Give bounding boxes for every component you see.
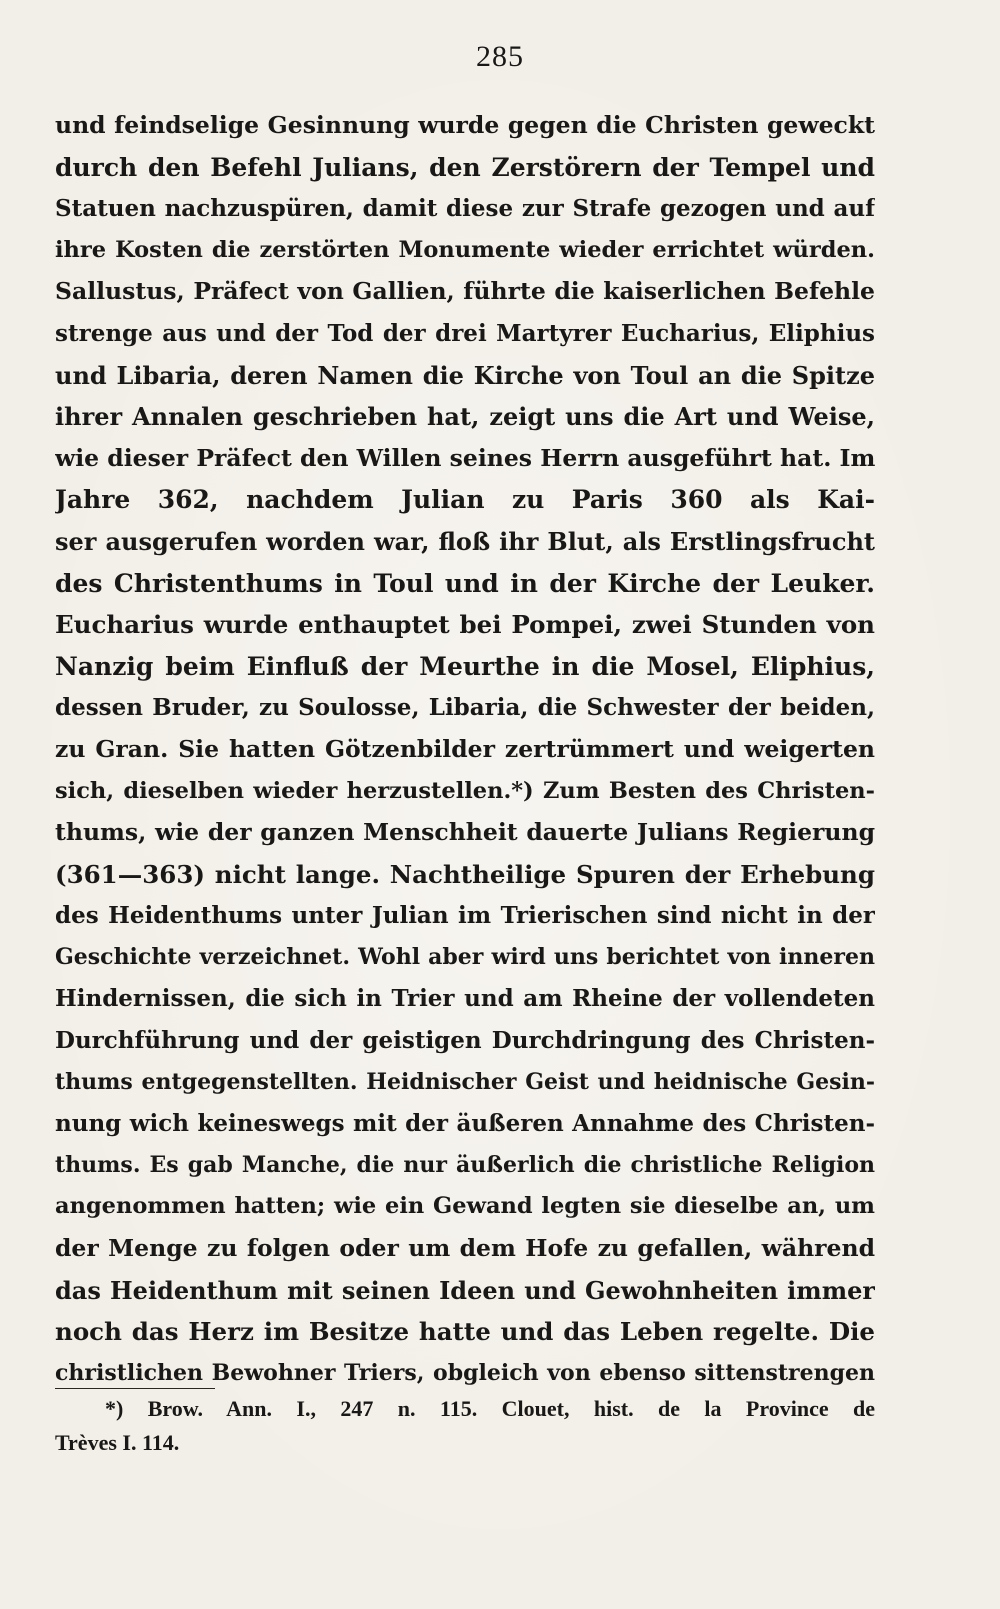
text-line: des Heidenthums unter Julian im Trierischen sind nicht in der [55, 902, 875, 930]
text-line: (361—363) nicht lange. Nachtheilige Spuren der Erhebung [55, 859, 875, 889]
text-line: das Heidenthum mit seinen Ideen und Gewohnheiten immer [55, 1275, 875, 1305]
text-line: durch den Befehl Julians, den Zerstörern der Tempel und [55, 152, 875, 182]
text-line: sich, dieselben wieder herzustellen.*) Zum Besten des Christen- [55, 777, 875, 804]
text-line: ihrer Annalen geschrieben hat, zeigt uns die Art und Weise, [55, 402, 875, 432]
text-line: thums entgegenstellten. Heidnischer Geist und heidnische Gesin- [55, 1068, 875, 1095]
text-line: Sallustus, Präfect von Gallien, führte die kaiserlichen Befehle [55, 277, 875, 306]
text-line: dessen Bruder, zu Soulosse, Libaria, die Schwester der beiden, [55, 694, 875, 722]
text-line: Durchführung und der geistigen Durchdringung des Christen- [55, 1027, 875, 1055]
text-line: zu Gran. Sie hatten Götzenbilder zertrümmert und weigerten [55, 734, 875, 763]
text-line: Geschichte verzeichnet. Wohl aber wird uns berichtet von inneren [55, 943, 875, 970]
text-line: wie dieser Präfect den Willen seines Herrn ausgeführt hat. Im [55, 443, 875, 472]
text-line: Jahre 362, nachdem Julian zu Paris 360 als Kai- [55, 485, 875, 515]
text-line: Eucharius wurde enthauptet bei Pompei, zwei Stunden von [55, 610, 875, 640]
footnote-divider [55, 1388, 215, 1389]
text-line: der Menge zu folgen oder um dem Hofe zu gefallen, während [55, 1234, 875, 1263]
text-line: angenommen hatten; wie ein Gewand legten sie dieselbe an, um [55, 1193, 875, 1220]
text-line: des Christenthums in Toul und in der Kirche der Leuker. [55, 568, 875, 598]
text-line: Hindernissen, die sich in Trier und am Rheine der vollendeten [55, 985, 875, 1013]
text-line: strenge aus und der Tod der drei Martyrer Eucharius, Eliphius [55, 319, 875, 347]
body-text [55, 105, 875, 1394]
text-line: thums, wie der ganzen Menschheit dauerte Julians Regierung [55, 818, 875, 847]
text-line: christlichen Bewohner Triers, obgleich von ebenso sittenstrengen [55, 1359, 875, 1386]
text-line: und Libaria, deren Namen die Kirche von Toul an die Spitze [55, 360, 875, 390]
text-line: Nanzig beim Einfluß der Meurthe in die Mosel, Eliphius, [55, 651, 875, 681]
footnote [55, 1392, 875, 1460]
text-line: Statuen nachzuspüren, damit diese zur Strafe gezogen und auf [55, 195, 875, 223]
text-line: ihre Kosten die zerstörten Monumente wieder errichtet würden. [55, 236, 875, 263]
footnote-line: *) Brow. Ann. I., 247 n. 115. Clouet, hist. de la Province de [105, 1396, 875, 1421]
text-line: thums. Es gab Manche, die nur äußerlich die christliche Religion [55, 1151, 875, 1178]
text-line: ser ausgerufen worden war, floß ihr Blut, als Erstlingsfrucht [55, 526, 875, 556]
text-line: und feindselige Gesinnung wurde gegen die Christen geweckt [55, 111, 875, 139]
text-line: nung wich keineswegs mit der äußeren Annahme des Christen- [55, 1110, 875, 1138]
text-line: noch das Herz im Besitze hatte und das Leben regelte. Die [55, 1317, 875, 1347]
page-number: 285 [476, 40, 524, 73]
footnote-line: Trèves I. 114. [55, 1430, 180, 1455]
